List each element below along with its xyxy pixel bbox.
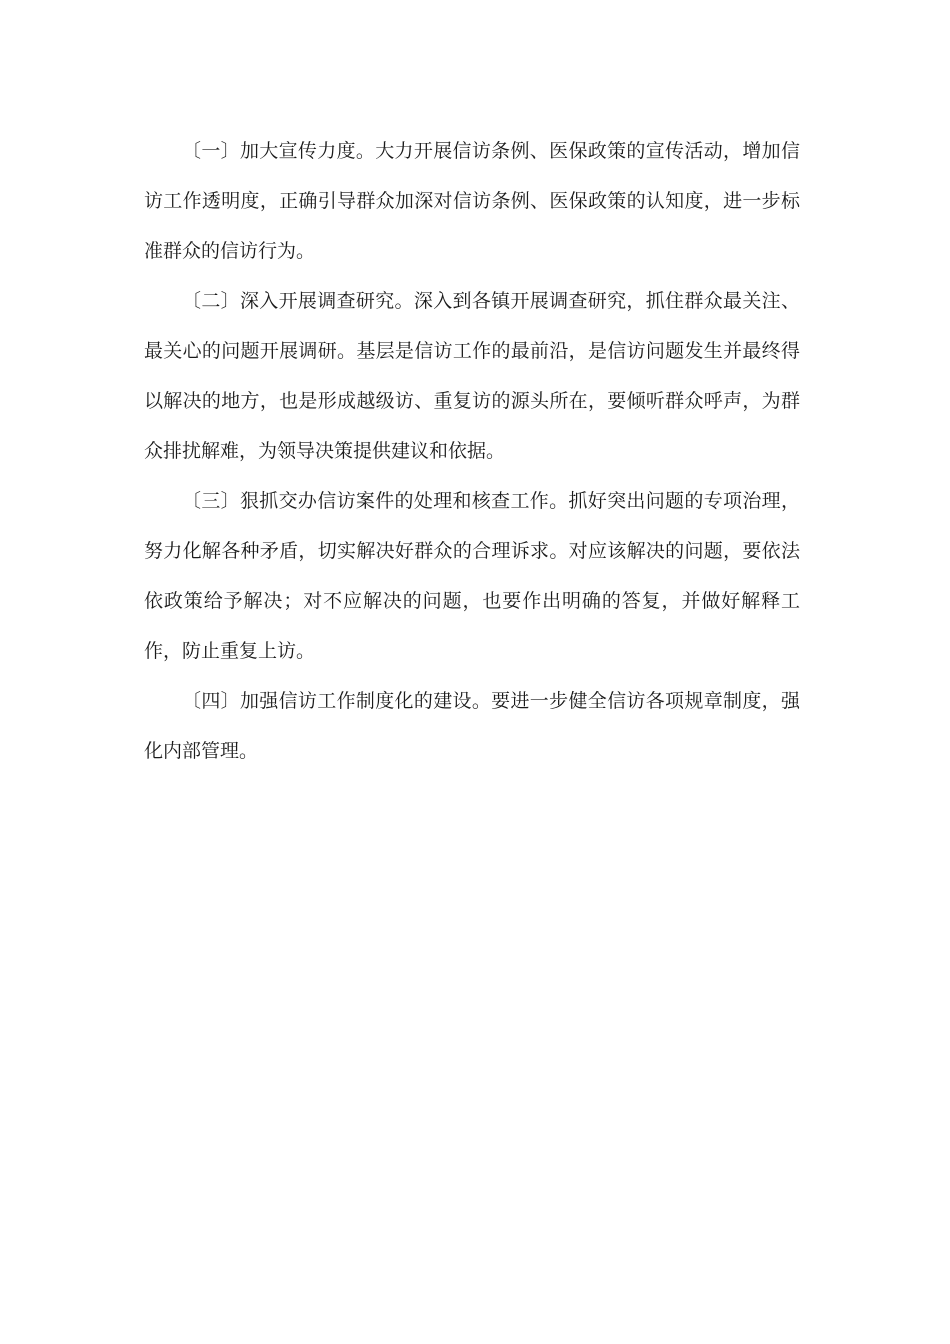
paragraph-publicity: 〔一〕加大宣传力度。大力开展信访条例、医保政策的宣传活动，增加信访工作透明度，正确引导群众加深对信访条例、医保政策的认知度，进一步标准群众的信访行为。 — [144, 140, 800, 262]
paragraph-case-handling: 〔三〕狠抓交办信访案件的处理和核查工作。抓好突出问题的专项治理，努力化解各种矛盾，切实解决好群众的合理诉求。对应该解决的问题，要依法依政策给予解决；对不应解决的问题，也要作出明确的答复，并做好解释工作，防止重复上访。 — [144, 490, 800, 662]
paragraph-research: 〔二〕深入开展调查研究。深入到各镇开展调查研究，抓住群众最关注、最关心的问题开展调研。基层是信访工作的最前沿，是信访问题发生并最终得以解决的地方，也是形成越级访、重复访的源头所在，要倾听群众呼声，为群众排扰解难，为领导决策提供建议和依据。 — [144, 290, 800, 462]
paragraph-institution-building: 〔四〕加强信访工作制度化的建设。要进一步健全信访各项规章制度，强化内部管理。 — [144, 690, 800, 762]
document-body — [144, 126, 800, 776]
